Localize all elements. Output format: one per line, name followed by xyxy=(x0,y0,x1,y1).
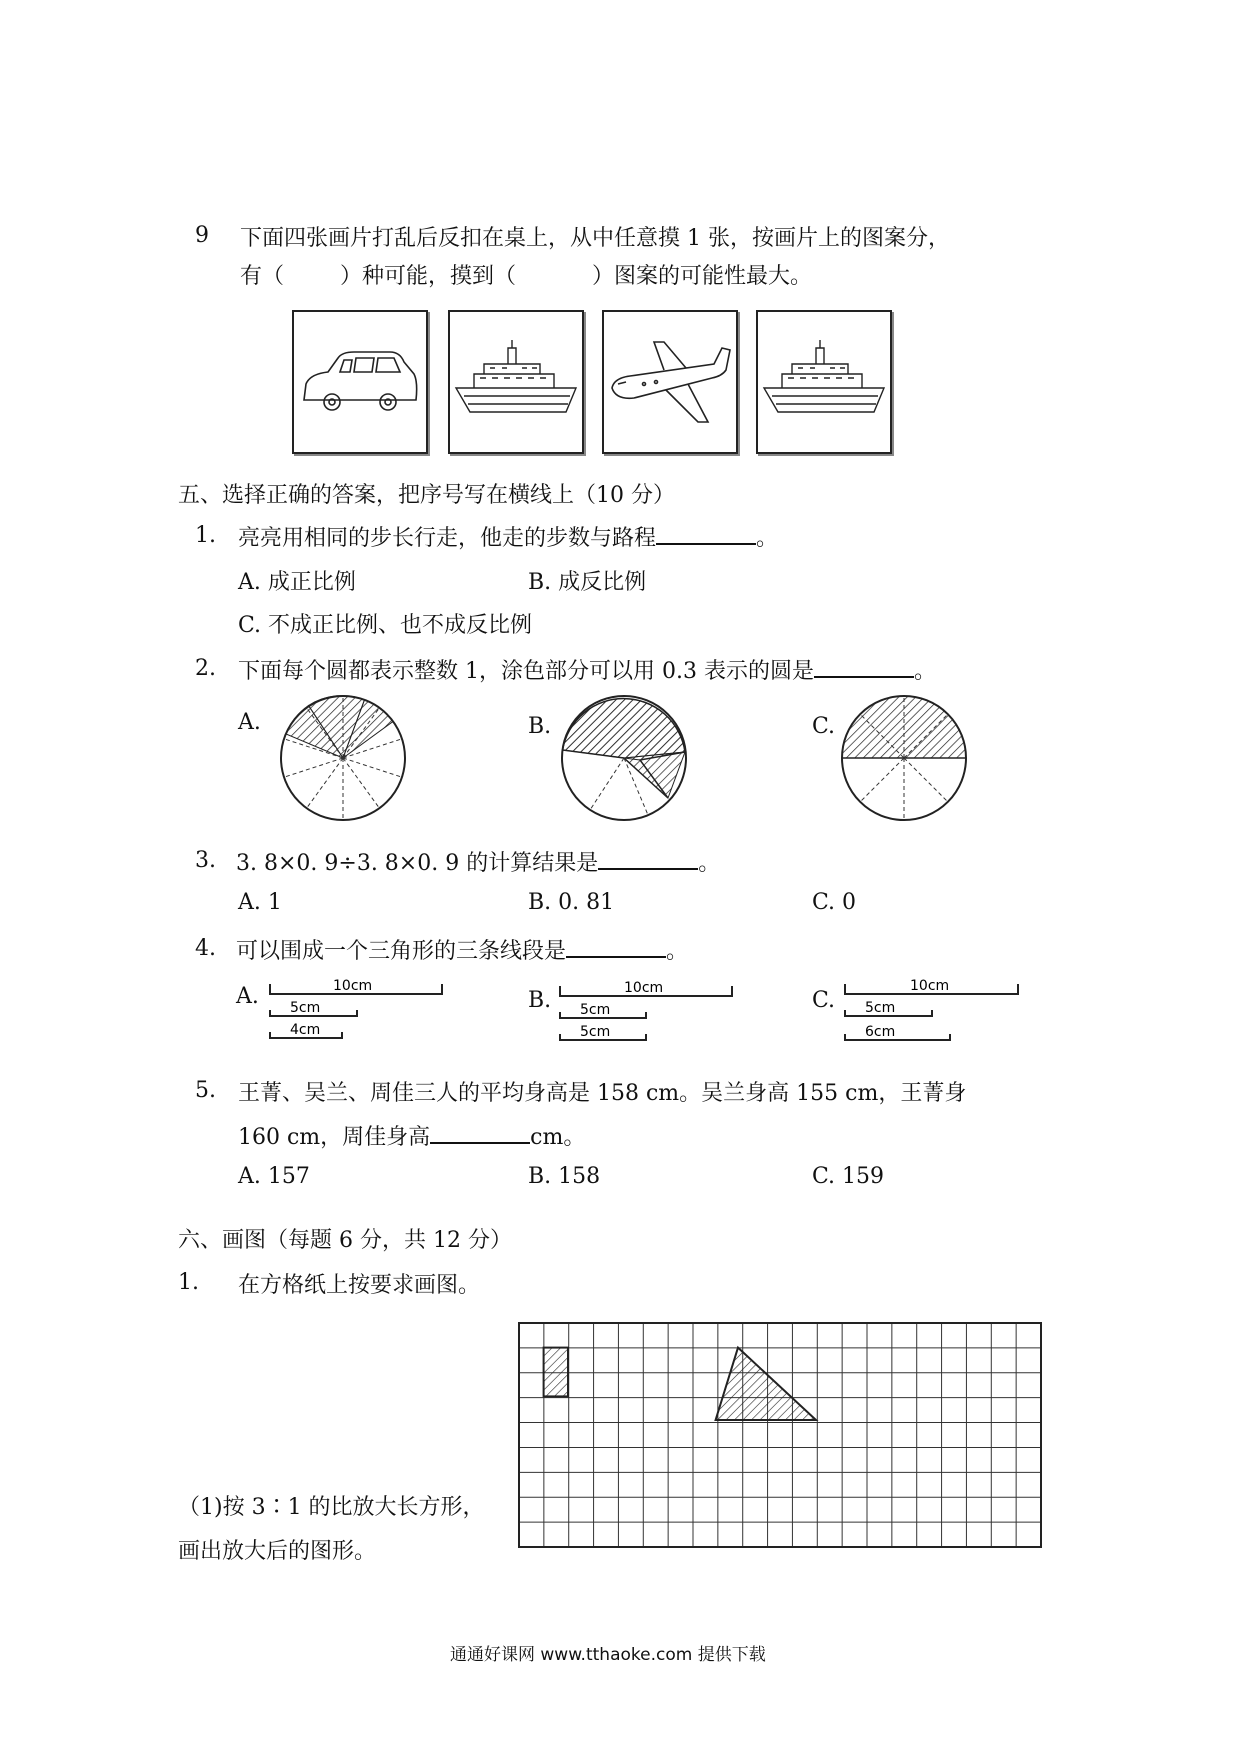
seg-b-2-label: 5cm xyxy=(580,1002,611,1018)
s5-q2-number: 2. xyxy=(195,656,216,681)
s5-q4-answer-blank[interactable] xyxy=(566,936,666,958)
q9-line2-part1: 有（ xyxy=(240,264,285,289)
s5-q2-end: 。 xyxy=(913,659,936,684)
s5-q1-stem: 亮亮用相同的步长行走，他走的步数与路程 xyxy=(238,526,657,551)
s5-q4-number: 4. xyxy=(195,936,216,961)
s5-q1-option-b: B. 成反比例 xyxy=(528,570,647,595)
s5-q4-option-c: C. xyxy=(812,988,836,1013)
s5-q1-option-a: A. 成正比例 xyxy=(238,570,356,595)
circle-option-c xyxy=(842,696,966,820)
s5-q4-end: 。 xyxy=(666,939,689,964)
page-footer: 通通好课网 www.tthaoke.com 提供下载 xyxy=(450,1645,766,1665)
seg-c-3-label: 6cm xyxy=(865,1024,896,1040)
seg-a-2-label: 5cm xyxy=(290,1000,321,1016)
q9-line2-part2: ）种可能，摸到（ xyxy=(340,264,517,289)
section-6-title: 六、画图（每题 6 分，共 12 分） xyxy=(178,1228,512,1253)
seg-c-2-label: 5cm xyxy=(865,1000,896,1016)
section-5-title: 五、选择正确的答案，把序号写在横线上（10 分） xyxy=(178,483,675,508)
q9-number: 9 xyxy=(195,223,209,248)
s5-q2-stem: 下面每个圆都表示整数 1，涂色部分可以用 0.3 表示的圆是 xyxy=(238,659,814,684)
s5-q1-end: 。 xyxy=(756,526,779,551)
q9-line2-part3: ）图案的可能性最大。 xyxy=(592,264,813,289)
grid-rectangle-shape xyxy=(544,1348,568,1397)
seg-a-1-label: 10cm xyxy=(333,978,373,994)
grid-paper[interactable] xyxy=(518,1322,1042,1548)
s5-q5-line2-start: 160 cm，周佳身高 xyxy=(238,1125,431,1150)
q9-text-line1: 下面四张画片打乱后反扣在桌上，从中任意摸 1 张，按画片上的图案分， xyxy=(240,226,950,251)
seg-a-3-label: 4cm xyxy=(290,1022,321,1038)
s5-q1-number: 1. xyxy=(195,523,216,548)
circle-option-b xyxy=(562,696,686,820)
s5-q3-text xyxy=(236,846,720,877)
s5-q3-number: 3. xyxy=(195,848,216,873)
s5-q5-number: 5. xyxy=(195,1078,216,1103)
circle-option-a xyxy=(281,696,405,820)
s5-q1-option-c: C. 不成正比例、也不成反比例 xyxy=(238,613,533,638)
segment-figures xyxy=(0,970,1240,1050)
s5-q5-line2 xyxy=(238,1120,585,1151)
s5-q5-option-b: B. 158 xyxy=(528,1164,601,1189)
s5-q5-answer-blank[interactable] xyxy=(430,1122,530,1144)
s6-q1-subtask-line2: 画出放大后的图形。 xyxy=(178,1539,377,1564)
s5-q4-option-a: A. xyxy=(236,984,259,1009)
s5-q3-answer-blank[interactable] xyxy=(598,848,698,870)
s5-q2-option-a: A. xyxy=(238,710,261,735)
s6-q1-subtask-line1: （1)按 3∶1 的比放大长方形， xyxy=(178,1495,485,1520)
s5-q4-text xyxy=(236,934,688,965)
s5-q3-end: 。 xyxy=(698,851,721,876)
s6-q1-number: 1. xyxy=(178,1270,199,1295)
s5-q2-option-b: B. xyxy=(528,714,552,739)
s5-q2-option-c: C. xyxy=(812,714,836,739)
s5-q4-option-b: B. xyxy=(528,988,552,1013)
s6-q1-text: 在方格纸上按要求画图。 xyxy=(238,1273,481,1298)
seg-b-1-label: 10cm xyxy=(624,980,664,996)
s5-q5-option-c: C. 159 xyxy=(812,1164,885,1189)
s5-q5-option-a: A. 157 xyxy=(238,1164,310,1189)
s5-q3-stem: 3. 8×0. 9÷3. 8×0. 9 的计算结果是 xyxy=(236,851,599,876)
s5-q5-line1: 王菁、吴兰、周佳三人的平均身高是 158 cm。吴兰身高 155 cm，王菁身 xyxy=(238,1081,967,1106)
seg-b-3-label: 5cm xyxy=(580,1024,611,1040)
seg-c-1-label: 10cm xyxy=(910,978,950,994)
s5-q5-line2-end: cm。 xyxy=(530,1125,586,1150)
s5-q4-stem: 可以围成一个三角形的三条线段是 xyxy=(236,939,567,964)
s5-q3-option-b: B. 0. 81 xyxy=(528,890,615,915)
grid-triangle-shape xyxy=(716,1348,816,1420)
s5-q3-option-a: A. 1 xyxy=(238,890,282,915)
s5-q3-option-c: C. 0 xyxy=(812,890,857,915)
